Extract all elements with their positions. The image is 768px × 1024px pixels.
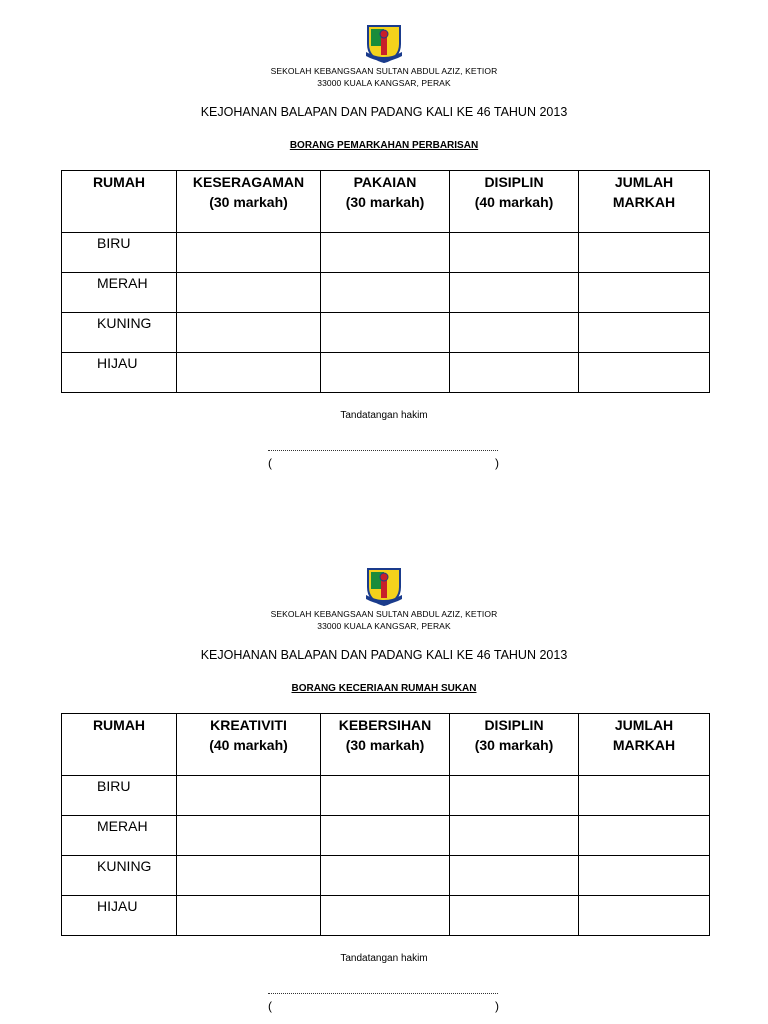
header-disiplin: DISIPLIN (30 markah)	[450, 714, 579, 776]
house-label: HIJAU	[62, 353, 177, 393]
house-label: KUNING	[62, 856, 177, 896]
school-name: SEKOLAH KEBANGSAAN SULTAN ABDUL AZIZ, KETIOR	[270, 609, 498, 619]
score-cell[interactable]	[177, 896, 321, 936]
paren-close: )	[495, 999, 499, 1013]
score-cell[interactable]	[450, 273, 579, 313]
header-keseragaman: KESERAGAMAN (30 markah)	[177, 171, 321, 233]
score-cell[interactable]	[450, 856, 579, 896]
header-kebersihan: KEBERSIHAN (30 markah)	[321, 714, 450, 776]
signature-label: Tandatangan hakim	[340, 410, 428, 421]
total-cell[interactable]	[579, 313, 710, 353]
score-cell[interactable]	[450, 776, 579, 816]
table-row	[62, 273, 710, 313]
house-label: MERAH	[62, 816, 177, 856]
school-crest-logo	[364, 22, 404, 64]
header-pakaian: PAKAIAN (30 markah)	[321, 171, 450, 233]
event-title: KEJOHANAN BALAPAN DAN PADANG KALI KE 46 TAHUN 2013	[200, 648, 568, 662]
house-label: KUNING	[62, 313, 177, 353]
table-row	[62, 313, 710, 353]
score-cell[interactable]	[321, 273, 450, 313]
header-disiplin: DISIPLIN (40 markah)	[450, 171, 579, 233]
score-table	[61, 170, 710, 393]
school-name: SEKOLAH KEBANGSAAN SULTAN ABDUL AZIZ, KETIOR	[270, 66, 498, 76]
score-cell[interactable]	[450, 233, 579, 273]
house-label: BIRU	[62, 233, 177, 273]
total-cell[interactable]	[579, 896, 710, 936]
score-cell[interactable]	[321, 353, 450, 393]
score-cell[interactable]	[321, 896, 450, 936]
house-label: BIRU	[62, 776, 177, 816]
score-cell[interactable]	[177, 776, 321, 816]
header-jumlah-markah: JUMLAH MARKAH	[579, 714, 710, 776]
paren-close: )	[495, 456, 499, 470]
score-cell[interactable]	[450, 896, 579, 936]
header-rumah: RUMAH	[62, 714, 177, 776]
table-row	[62, 896, 710, 936]
score-cell[interactable]	[450, 353, 579, 393]
school-address: 33000 KUALA KANGSAR, PERAK	[317, 621, 451, 631]
school-crest-logo	[364, 565, 404, 607]
paren-open: (	[268, 456, 272, 470]
total-cell[interactable]	[579, 856, 710, 896]
header-rumah: RUMAH	[62, 171, 177, 233]
form-title: BORANG PEMARKAHAN PERBARISAN	[289, 140, 479, 151]
score-cell[interactable]	[321, 856, 450, 896]
score-cell[interactable]	[321, 313, 450, 353]
total-cell[interactable]	[579, 273, 710, 313]
score-cell[interactable]	[177, 273, 321, 313]
header-kreativiti: KREATIVITI (40 markah)	[177, 714, 321, 776]
score-table	[61, 713, 710, 936]
table-row	[62, 856, 710, 896]
score-cell[interactable]	[321, 233, 450, 273]
school-address: 33000 KUALA KANGSAR, PERAK	[317, 78, 451, 88]
table-row	[62, 816, 710, 856]
score-cell[interactable]	[321, 776, 450, 816]
total-cell[interactable]	[579, 776, 710, 816]
total-cell[interactable]	[579, 233, 710, 273]
signature-label: Tandatangan hakim	[340, 953, 428, 964]
table-row	[62, 776, 710, 816]
table-row	[62, 353, 710, 393]
score-cell[interactable]	[177, 353, 321, 393]
house-label: MERAH	[62, 273, 177, 313]
table-header-row	[62, 714, 710, 776]
score-cell[interactable]	[177, 816, 321, 856]
signature-line[interactable]	[268, 993, 498, 994]
score-cell[interactable]	[321, 816, 450, 856]
total-cell[interactable]	[579, 816, 710, 856]
house-label: HIJAU	[62, 896, 177, 936]
table-row	[62, 233, 710, 273]
form-title: BORANG KECERIAAN RUMAH SUKAN	[291, 683, 477, 694]
score-cell[interactable]	[177, 856, 321, 896]
paren-open: (	[268, 999, 272, 1013]
score-cell[interactable]	[177, 233, 321, 273]
score-cell[interactable]	[450, 816, 579, 856]
event-title: KEJOHANAN BALAPAN DAN PADANG KALI KE 46 TAHUN 2013	[200, 105, 568, 119]
score-cell[interactable]	[450, 313, 579, 353]
table-header-row	[62, 171, 710, 233]
total-cell[interactable]	[579, 353, 710, 393]
signature-line[interactable]	[268, 450, 498, 451]
header-jumlah-markah: JUMLAH MARKAH	[579, 171, 710, 233]
score-cell[interactable]	[177, 313, 321, 353]
